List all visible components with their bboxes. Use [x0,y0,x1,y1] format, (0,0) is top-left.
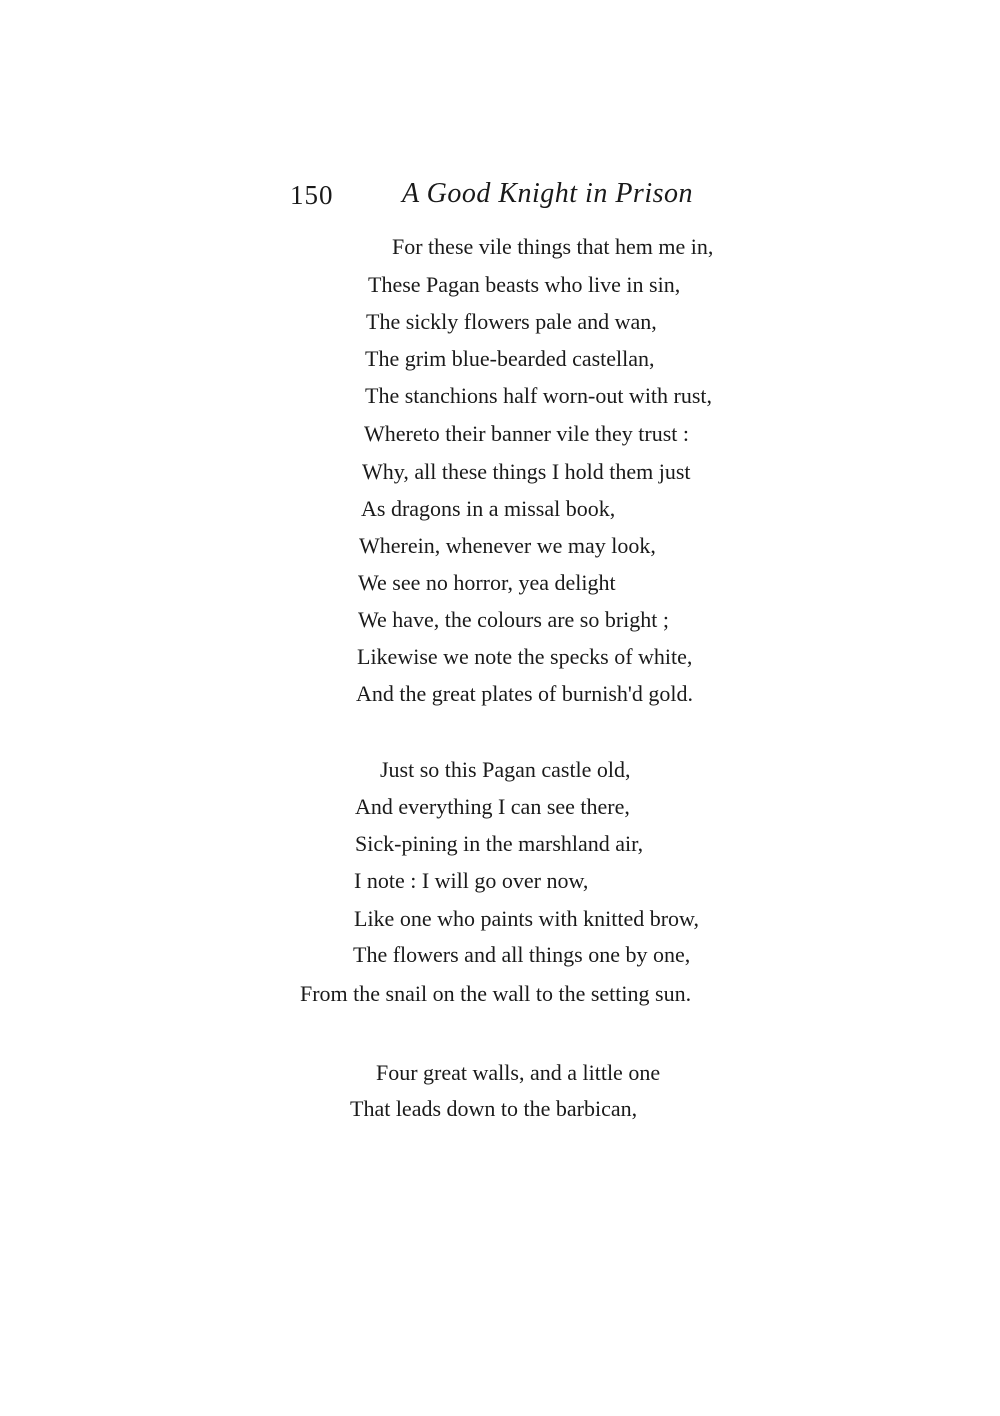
poem-line: The stanchions half worn-out with rust, [365,383,713,408]
poem-line: We have, the colours are so bright ; [358,607,670,632]
poem-line: And the great plates of burnish'd gold. [356,681,693,706]
poem-line: Four great walls, and a little one [376,1060,661,1085]
poem-line: Whereto their banner vile they trust : [364,421,689,446]
page-number: 150 [290,180,334,210]
poem-line: From the snail on the wall to the setting sun. [300,981,692,1006]
poem-line: And everything I can see there, [355,794,630,819]
running-title: A Good Knight in Prison [402,178,694,209]
poem-line: Just so this Pagan castle old, [380,757,631,782]
poem-line: Wherein, whenever we may look, [359,533,656,558]
poem-line: Why, all these things I hold them just [362,459,691,484]
poem-line: We see no horror, yea delight [358,570,616,595]
poem-line: Like one who paints with knitted brow, [354,906,700,931]
poem-line: The flowers and all things one by one, [353,942,691,967]
poem-line: The sickly flowers pale and wan, [366,309,657,334]
poem-line: For these vile things that hem me in, [392,234,714,259]
poem-line: As dragons in a missal book, [361,496,616,521]
poem-line: These Pagan beasts who live in sin, [368,272,681,297]
poem-line: Sick-pining in the marshland air, [355,831,644,856]
poem-line: That leads down to the barbican, [350,1096,638,1121]
poem-line: I note : I will go over now, [354,868,589,893]
poem-line: Likewise we note the specks of white, [357,644,693,669]
poem-line: The grim blue-bearded castellan, [365,346,655,371]
running-header [290,176,750,220]
